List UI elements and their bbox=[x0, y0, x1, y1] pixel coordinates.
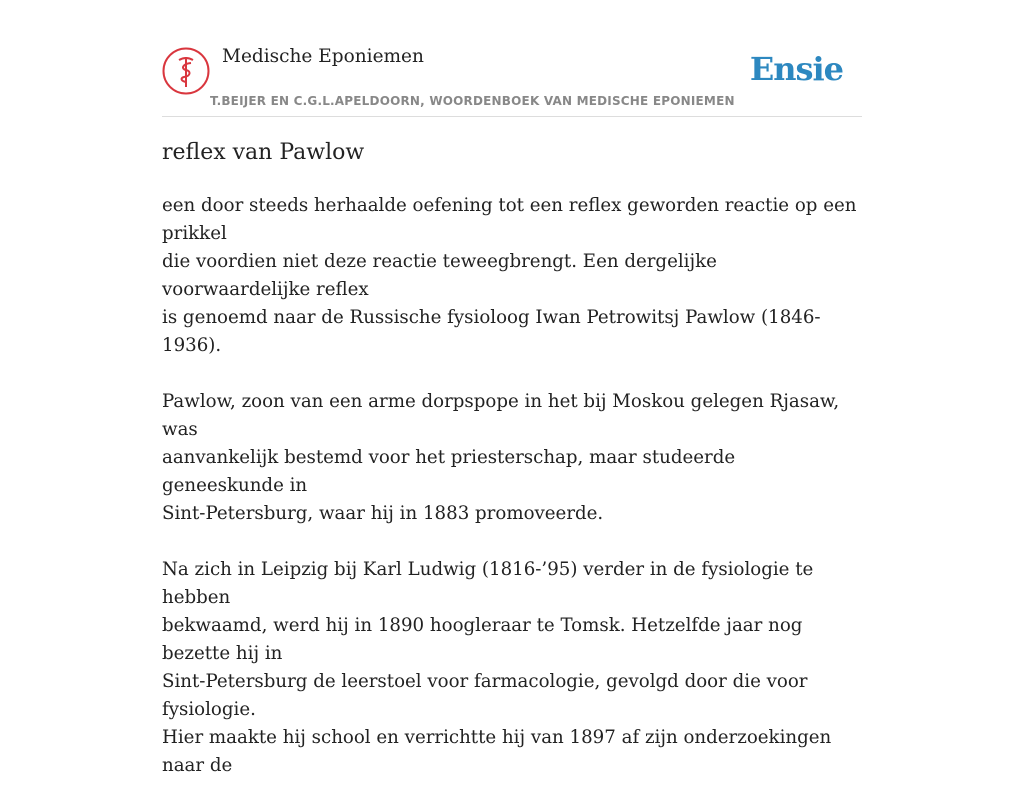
caduceus-icon[interactable] bbox=[162, 47, 210, 95]
entry-body bbox=[162, 192, 862, 808]
paragraph: Pawlow, zoon van een arme dorpspope in het bij Moskou gelegen Rjasaw, was aanvankelijk bestemd voor het priesterschap, maar studeerde geneeskunde in Sint-Petersburg, waar hij in 1883 promoveerde. bbox=[162, 391, 840, 524]
paragraph: Na zich in Leipzig bij Karl Ludwig (1816-’95) verder in de fysiologie te hebben bekwaamd, werd hij in 1890 hoogleraar te Tomsk. Hetzelfde jaar nog bezette hij in Sint-Petersburg de leerstoel voor farmacologie, gevolgd door die voor fysiologie. Hier maakte hij school en verrichtte hij van 1897 af zijn onderzoekingen naar de bbox=[162, 559, 832, 776]
paragraph: een door steeds herhaalde oefening tot een reflex geworden reactie op een prikkel die voordien niet deze reactie teweegbrengt. Een dergelijke voorwaardelijke reflex is genoemd naar de Russische fysioloog Iwan Petrowitsj Pawlow (1846-1936). bbox=[162, 195, 857, 356]
brand-logo[interactable]: Ensie bbox=[749, 50, 843, 88]
source-header bbox=[162, 0, 862, 117]
source-title[interactable]: Medische Eponiemen bbox=[222, 46, 424, 67]
page-title: reflex van Pawlow bbox=[162, 140, 365, 165]
source-subtitle[interactable]: T.BEIJER EN C.G.L.APELDOORN, WOORDENBOEK VAN MEDISCHE EPONIEMEN bbox=[210, 94, 735, 108]
page bbox=[162, 0, 862, 776]
